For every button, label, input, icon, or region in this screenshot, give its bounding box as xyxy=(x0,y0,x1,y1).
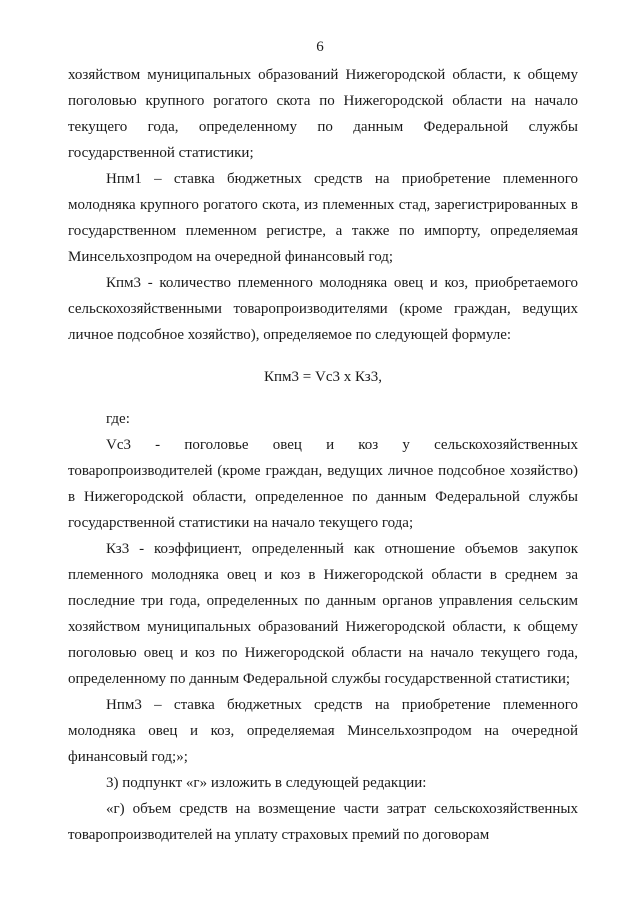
paragraph-continuation: хозяйством муниципальных образований Нижегородской области, к общему поголовью крупного рогатого скота по Нижегородской области на начало текущего года, определенному по данным Федеральной службы государственной статистики; xyxy=(68,67,578,161)
paragraph-where: где: xyxy=(106,411,130,427)
paragraph-subitem-g: 3) подпункт «г» изложить в следующей редакции: xyxy=(106,775,427,791)
paragraph-npm3-definition: Нпм3 – ставка бюджетных средств на приобретение племенного молодняка овец и коз, определяемая Минсельхозпродом на очередной финансовый год;»; xyxy=(68,697,578,765)
formula-kpm3: Кпм3 = Vс3 х Кз3, xyxy=(264,369,382,385)
paragraph-kz3-definition: Кз3 - коэффициент, определенный как отношение объемов закупок племенного молодняка овец и коз в Нижегородской области в среднем за последние три года, определенных по данным органов управления сельским хозяйством муниципальных образований Нижегородской области, к общему поголовью овец и коз по Нижегородской области на начало текущего года, определенному по данным Федеральной службы государственной статистики; xyxy=(68,541,578,687)
paragraph-npm1-definition: Нпм1 – ставка бюджетных средств на приобретение племенного молодняка крупного рогатого скота, из племенных стад, зарегистрированных в государственном племенном регистре, а также по импорту, определяемая Минсельхозпродом на очередной финансовый год; xyxy=(68,171,578,265)
paragraph-kpm3-definition: Кпм3 - количество племенного молодняка овец и коз, приобретаемого сельскохозяйственными товаропроизводителями (кроме граждан, ведущих личное подсобное хозяйство), определяемое по следующей формуле: xyxy=(68,275,578,343)
page-number: 6 xyxy=(316,39,324,55)
paragraph-subitem-g-text: «г) объем средств на возмещение части затрат сельскохозяйственных товаропроизводителей на уплату страховых премий по договорам xyxy=(68,801,578,843)
document-body xyxy=(68,62,578,848)
paragraph-vs3-definition: Vс3 - поголовье овец и коз у сельскохозяйственных товаропроизводителей (кроме граждан, ведущих личное подсобное хозяйство) в Нижегородской области, определенное по данным Федеральной службы государственной статистики на начало текущего года; xyxy=(68,437,578,531)
